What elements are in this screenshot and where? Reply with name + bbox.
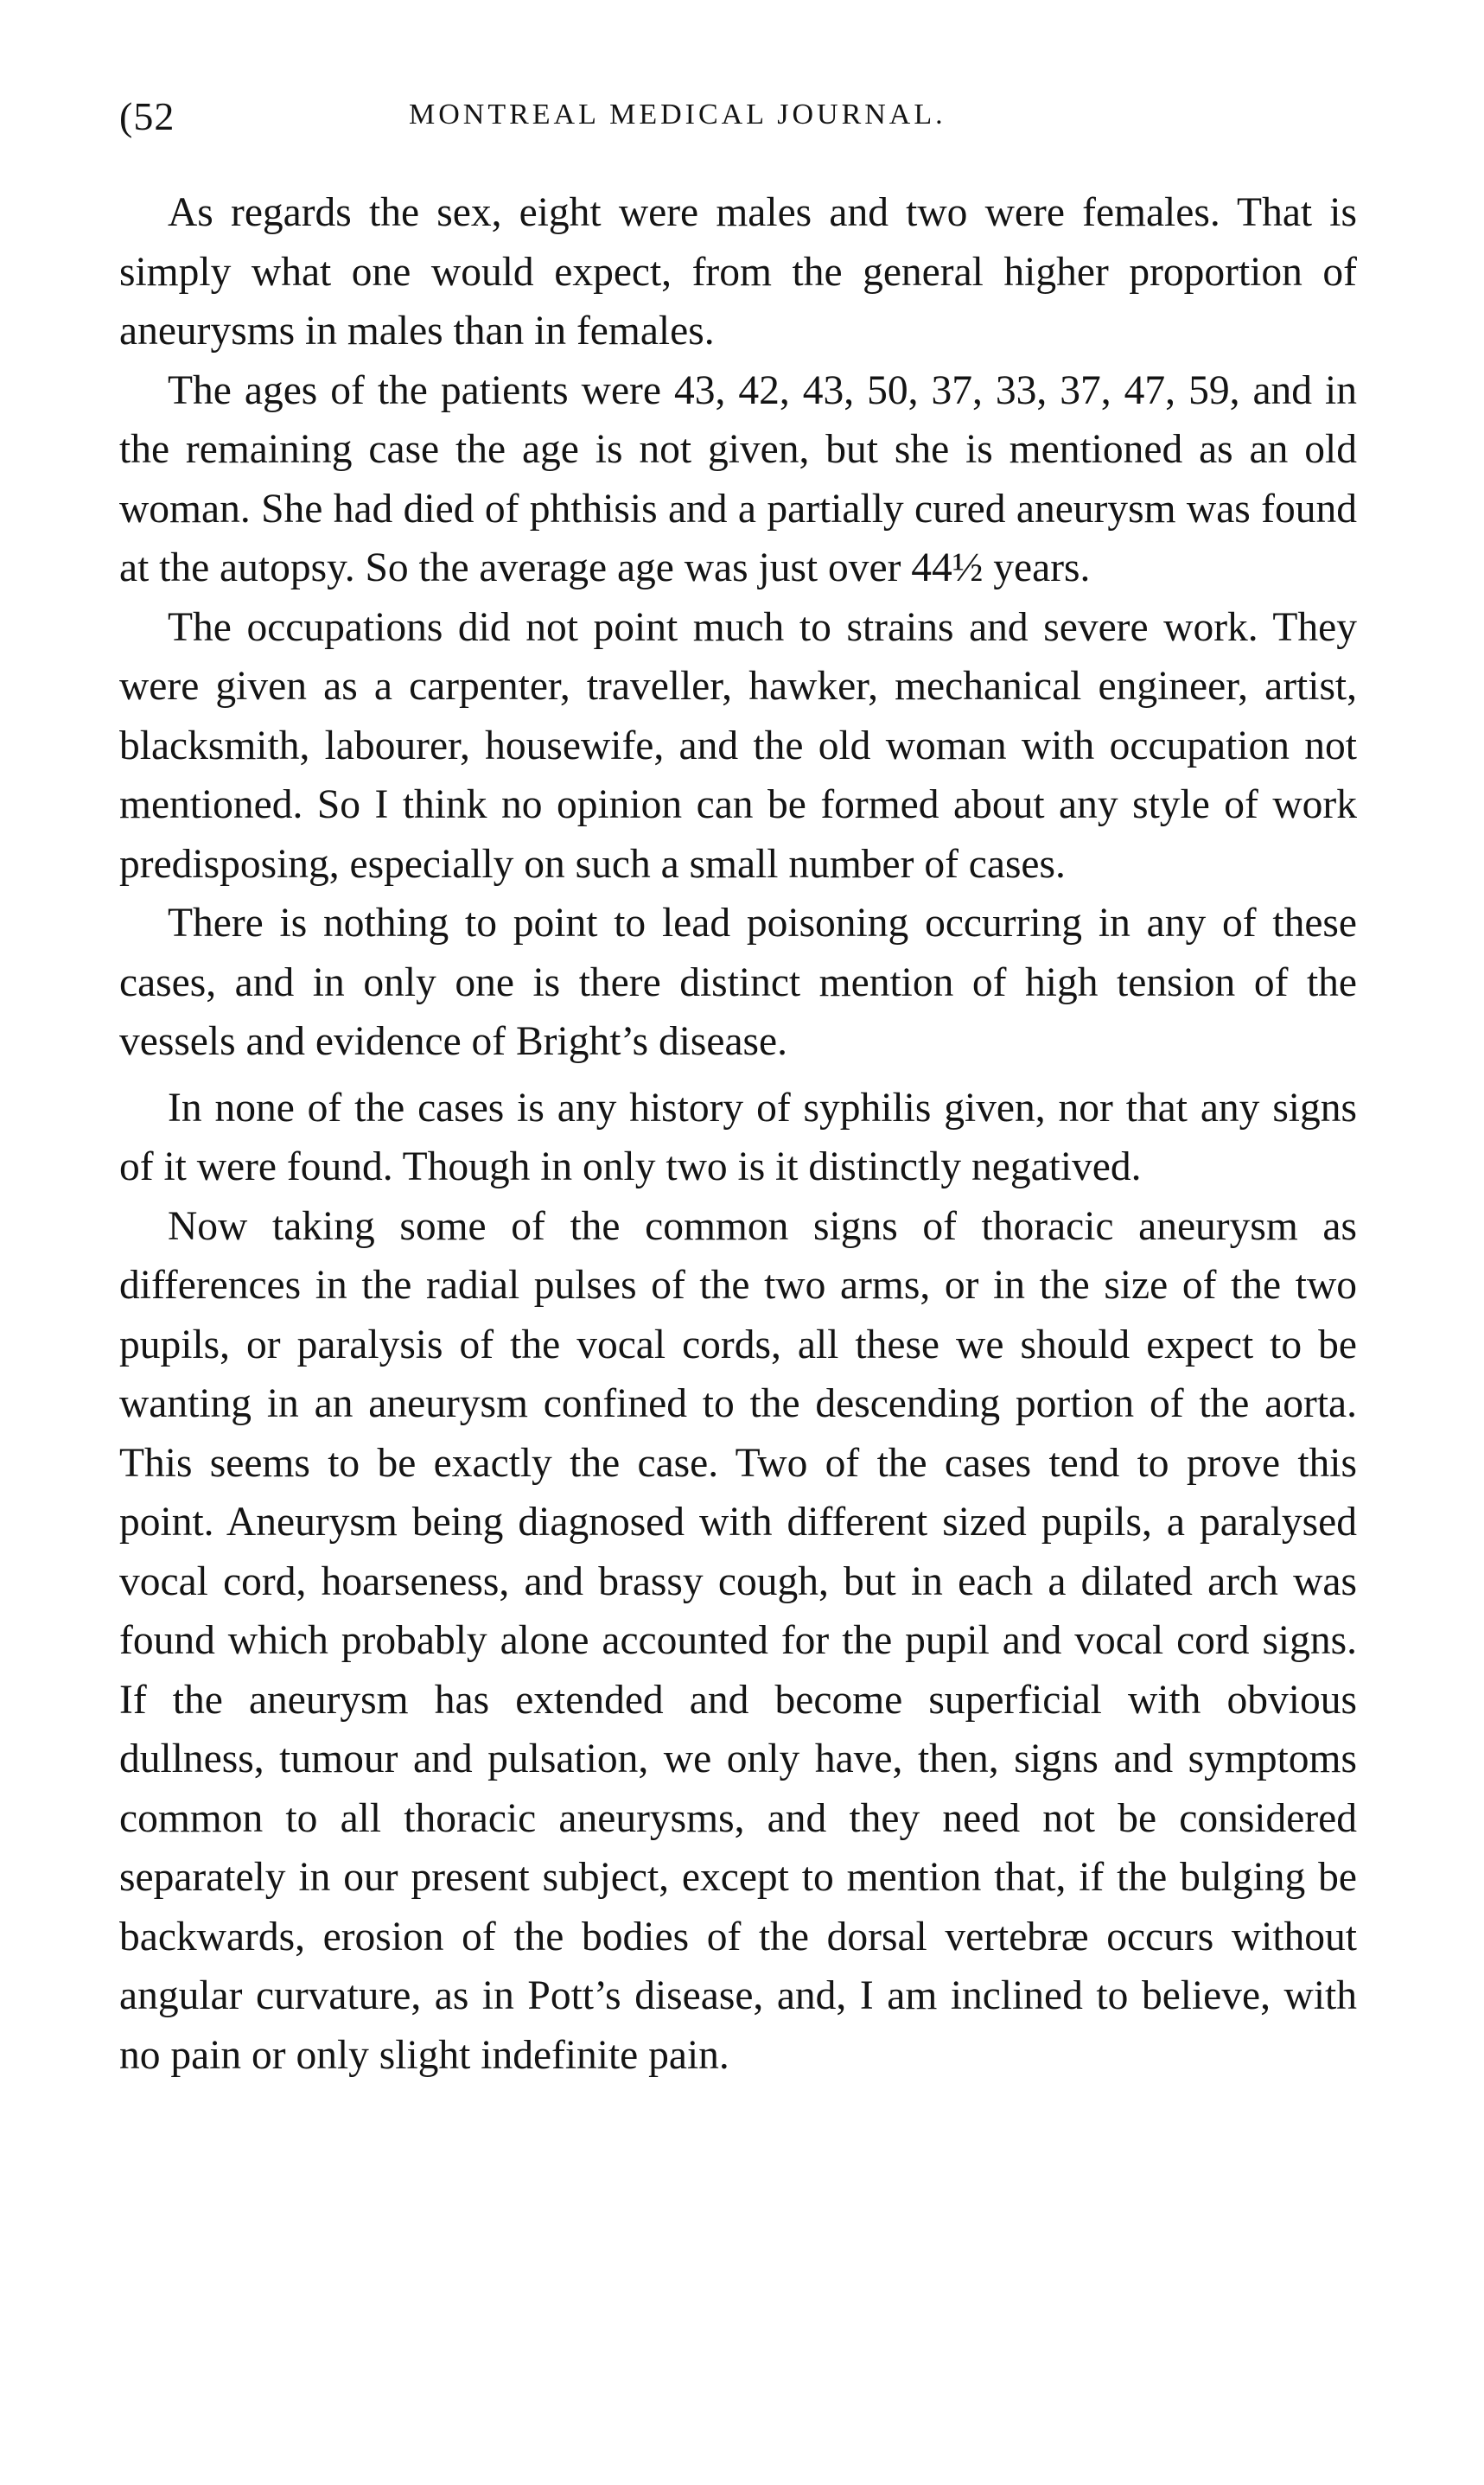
paragraph-occupations: The occupations did not point much to strains and severe work. They were given as a carpenter, traveller, hawker, mechanical engineer, artist, blacksmith, labourer, housewife, and the old woman with occupation not mentioned. So I think no opinion can be formed about any style of work predisposing, especially on such a small number of cases. (119, 604, 1357, 887)
paragraph-thoracic-signs: Now taking some of the common signs of thoracic aneurysm as differences in the radial pulses of the two arms, or in the size of the two pupils, or paralysis of the vocal cords, all these we should expect to be wanting in an aneurysm confined to the descending portion of the aorta. This seems to be exactly the case. Two of the cases tend to prove this point. Aneurysm being diagnosed with different sized pupils, a paralysed vocal cord, hoarseness, and brassy cough, but in each a dilated arch was found which probably alone accounted for the pupil and vocal cord signs. If the aneurysm has extended and become superficial with obvious dullness, tumour and pulsation, we only have, then, signs and symptoms common to all thoracic aneurysms, and they need not be considered separately in our present subject, except to mention that, if the bulging be backwards, erosion of the bodies of the dorsal vertebræ occurs without angular curvature, as in Pott’s disease, and, I am inclined to believe, with no pain or only slight indefinite pain. (119, 1203, 1357, 2078)
paragraph-syphilis: In none of the cases is any history of syphilis given, nor that any signs of it were found. Though in only two is it distinctly negatived. (119, 1085, 1357, 1189)
paragraph-lead-poisoning: There is nothing to point to lead poisoning occurring in any of these cases, and in only one is there distinct mention of high tension of the vessels and evidence of Bright’s disease. (119, 901, 1357, 1064)
paragraph-sex-distribution: As regards the sex, eight were males and two were females. That is simply what one would expect, from the general higher proportion of aneurysms in males than in females. (119, 190, 1357, 354)
article-body (119, 183, 1357, 2085)
journal-title: MONTREAL MEDICAL JOURNAL. (409, 99, 946, 131)
page-number: (52 (119, 94, 175, 138)
paragraph-patient-ages: The ages of the patients were 43, 42, 43, 50, 37, 33, 37, 47, 59, and in the remaining case the age is not given, but she is mentioned as an old woman. She had died of phthisis and a partially cured aneurysm was found at the autopsy. So the average age was just over 44½ years. (119, 367, 1357, 590)
running-head (119, 93, 1364, 145)
